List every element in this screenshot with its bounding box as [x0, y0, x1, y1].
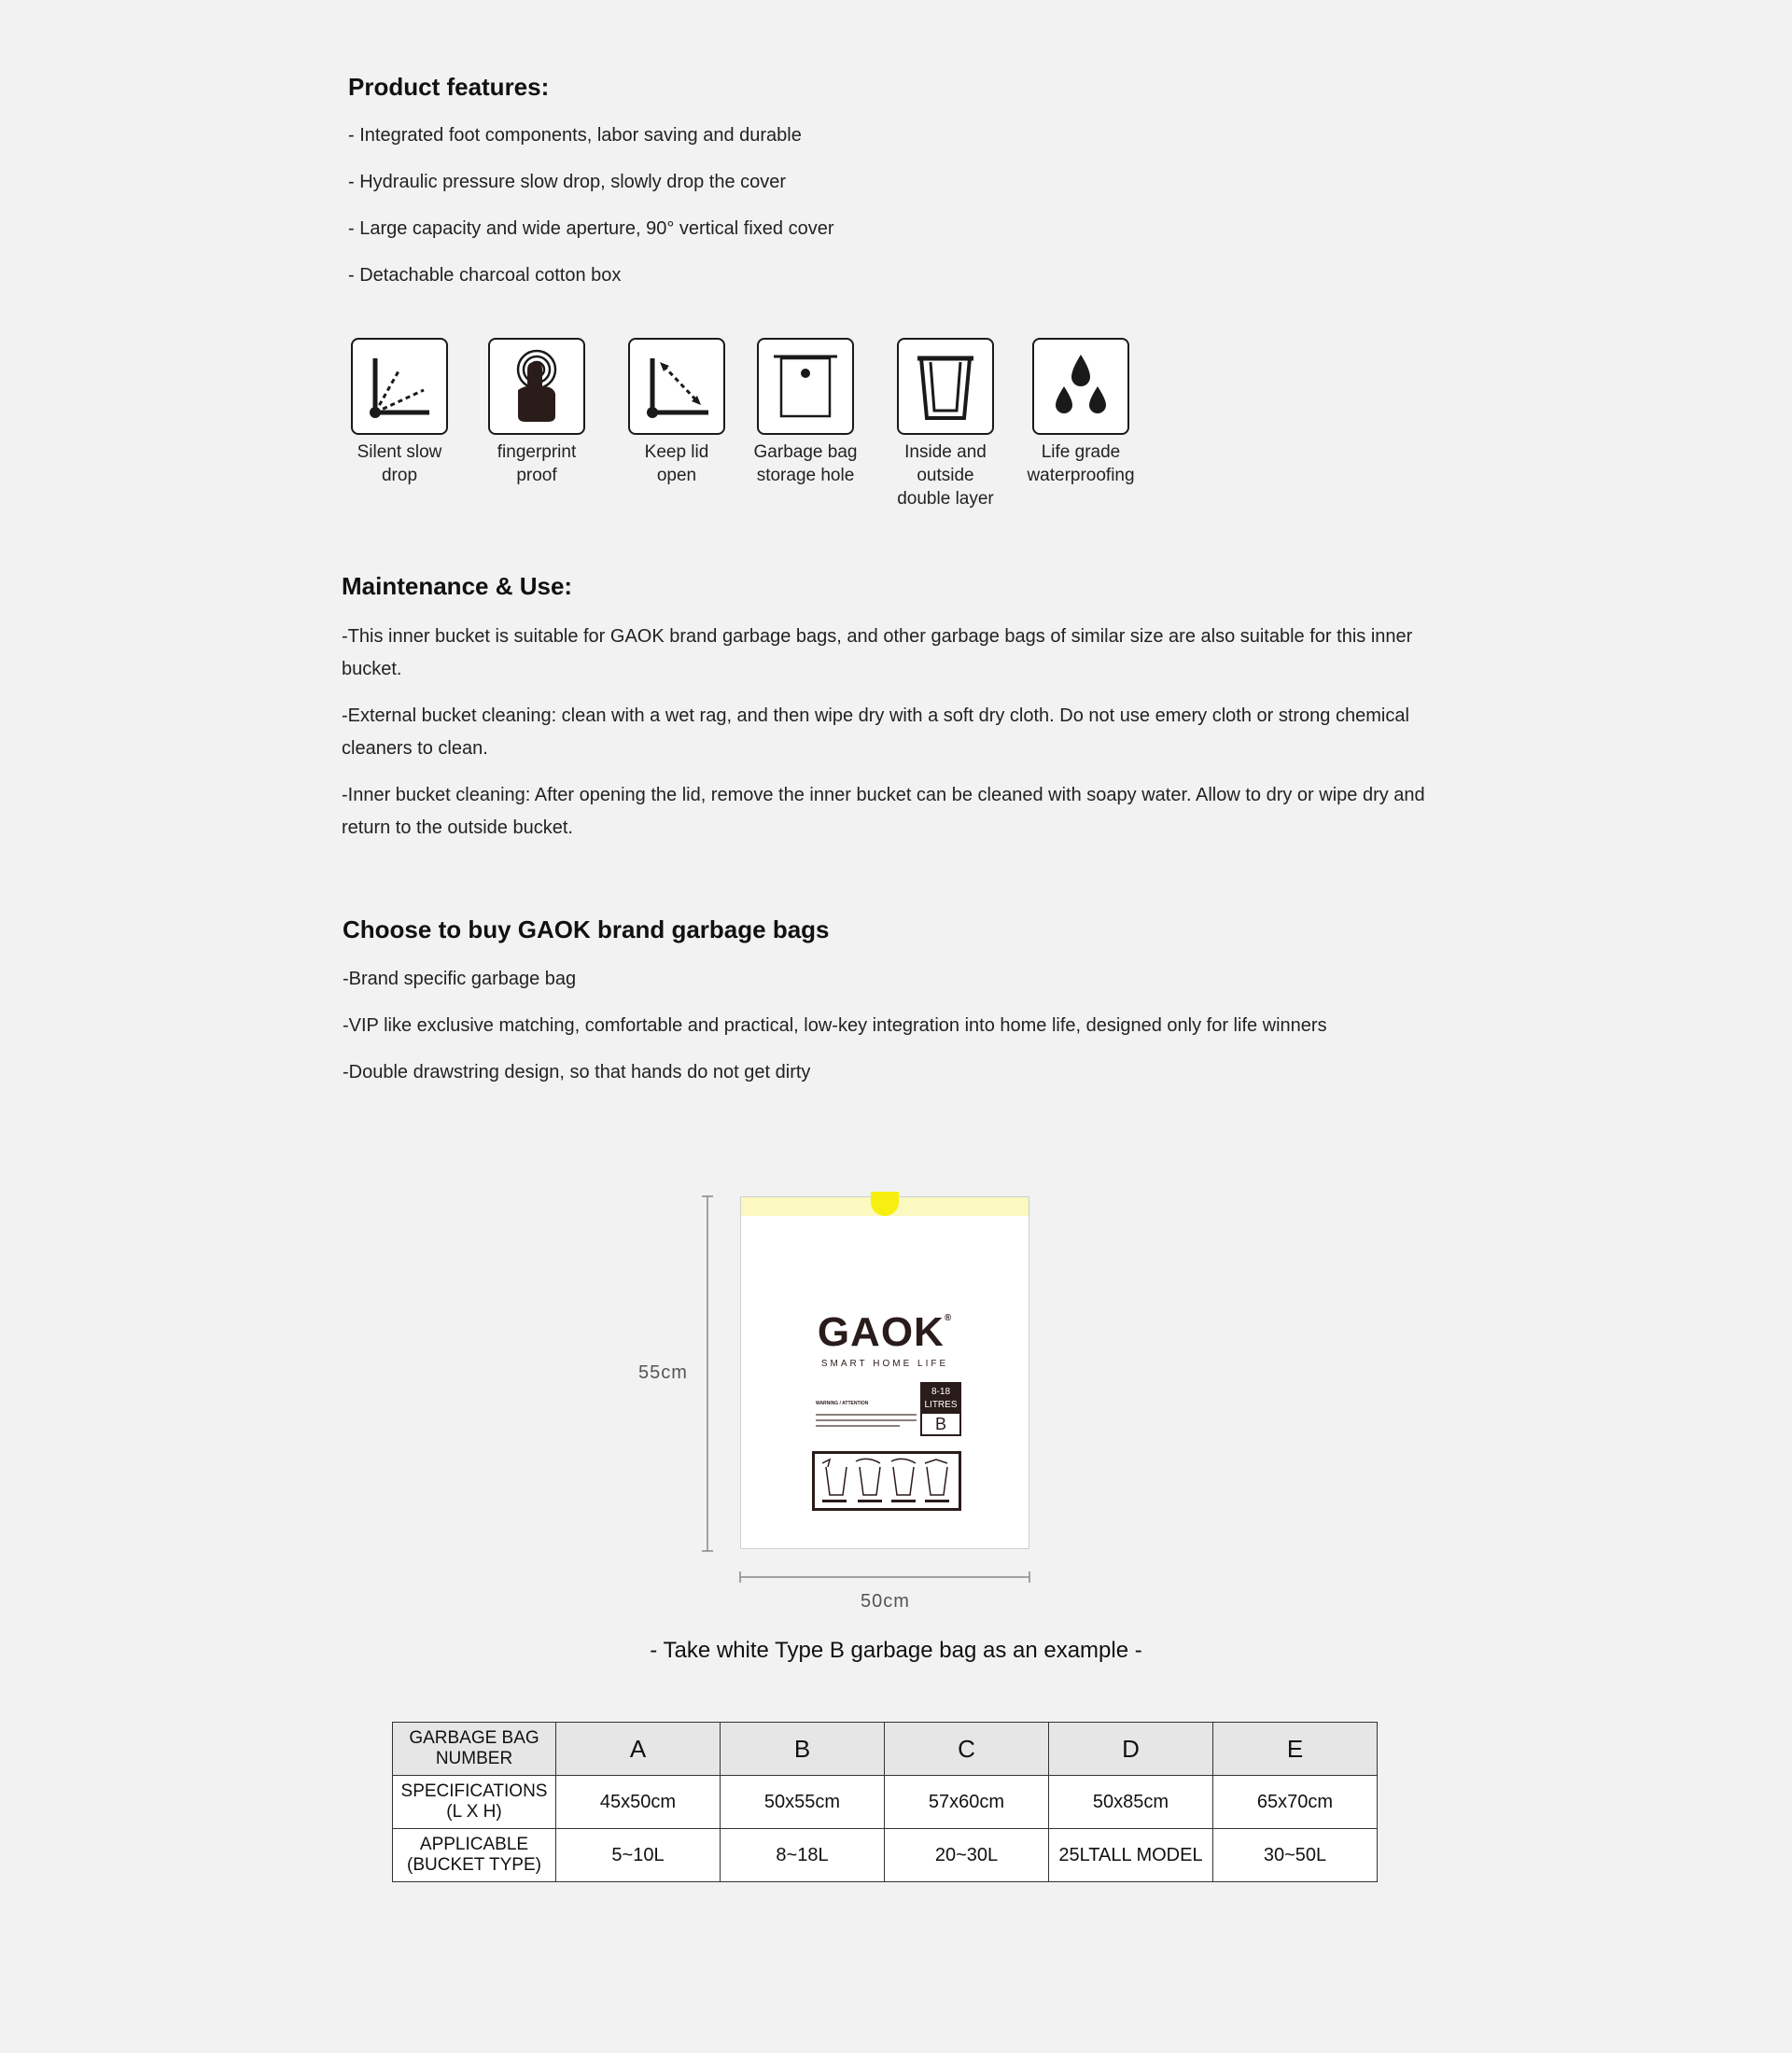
- feature-caption: open: [656, 466, 697, 485]
- double-layer-icon: [897, 338, 994, 435]
- spec-table: [392, 1722, 1378, 1882]
- row-header: GARBAGE BAG NUMBER: [393, 1723, 556, 1776]
- table-row: [393, 1723, 1378, 1776]
- width-dimension-line: [738, 1570, 1032, 1585]
- table-cell: 45x50cm: [556, 1776, 721, 1829]
- table-cell: 5~10L: [556, 1829, 721, 1882]
- feature-line: - Hydraulic pressure slow drop, slowly drop the cover: [348, 172, 787, 192]
- silent-slow-drop-icon: [351, 338, 448, 435]
- height-label: 55cm: [638, 1362, 688, 1383]
- table-cell: 30~50L: [1213, 1829, 1378, 1882]
- table-cell: 65x70cm: [1213, 1776, 1378, 1829]
- feature-caption: fingerprint: [497, 442, 577, 462]
- feature-silent-slow-drop: [329, 338, 469, 487]
- warning-line: [816, 1425, 900, 1427]
- warning-line: [816, 1419, 917, 1421]
- table-cell: 8~18L: [721, 1829, 885, 1882]
- maintenance-line: -This inner bucket is suitable for GAOK brand garbage bags, and other garbage bags of similar size are also suitable for this inner bucket.: [342, 626, 1413, 679]
- maintenance-title: Maintenance & Use:: [342, 572, 573, 600]
- warning-text: WARNING / ATTENTION: [816, 1401, 869, 1406]
- fingerprint-proof-icon: [488, 338, 585, 435]
- feature-caption: storage hole: [756, 466, 855, 485]
- table-cell: 25LTALL MODEL: [1049, 1829, 1213, 1882]
- table-row: [393, 1776, 1378, 1829]
- feature-line: - Large capacity and wide aperture, 90° vertical fixed cover: [348, 218, 834, 239]
- bags-line: -Brand specific garbage bag: [343, 969, 577, 989]
- table-cell: 50x55cm: [721, 1776, 885, 1829]
- maintenance-line: -Inner bucket cleaning: After opening the lid, remove the inner bucket can be cleaned with soapy water. Allow to dry or wipe dry and return to the outside bucket.: [342, 785, 1425, 838]
- feature-caption: drop: [381, 466, 418, 485]
- bags-line: -Double drawstring design, so that hands do not get dirty: [343, 1062, 811, 1082]
- waterproof-drops-icon: [1032, 338, 1129, 435]
- bags-title: Choose to buy GAOK brand garbage bags: [343, 915, 830, 943]
- table-row: [393, 1829, 1378, 1882]
- feature-keep-lid-open: [607, 338, 747, 487]
- garbage-bag-storage-hole-icon: [757, 338, 854, 435]
- litre-range: 8-18: [931, 1387, 950, 1397]
- feature-fingerprint-proof: [467, 338, 607, 487]
- feature-double-layer: [875, 338, 1015, 510]
- feature-caption: Garbage bag: [753, 442, 858, 462]
- column-header: A: [556, 1723, 721, 1776]
- usage-steps-panel: [812, 1451, 961, 1511]
- bags-line: -VIP like exclusive matching, comfortable and practical, low-key integration into home life, designed only for life winners: [343, 1015, 1327, 1036]
- feature-line: - Detachable charcoal cotton box: [348, 265, 622, 286]
- column-header: E: [1213, 1723, 1378, 1776]
- row-header: APPLICABLE (BUCKET TYPE): [393, 1829, 556, 1882]
- feature-caption: proof: [516, 466, 557, 485]
- feature-caption: Keep lid: [644, 442, 709, 462]
- bag-example-caption: - Take white Type B garbage bag as an example -: [650, 1638, 1142, 1663]
- registered-mark: ®: [944, 1313, 953, 1323]
- feature-caption: Silent slow: [357, 442, 442, 462]
- warning-line: [816, 1414, 917, 1416]
- feature-caption: double layer: [897, 489, 994, 509]
- column-header: D: [1049, 1723, 1213, 1776]
- width-label: 50cm: [861, 1591, 910, 1612]
- bag-type-letter: B: [934, 1415, 946, 1433]
- garbage-bag-image: [740, 1196, 1029, 1549]
- table-cell: 50x85cm: [1049, 1776, 1213, 1829]
- row-header: SPECIFICATIONS (L X H): [393, 1776, 556, 1829]
- features-title: Product features:: [348, 73, 550, 101]
- feature-waterproofing: [1011, 338, 1151, 487]
- table-cell: 57x60cm: [885, 1776, 1049, 1829]
- brand-tagline: SMART HOME LIFE: [820, 1359, 949, 1369]
- brand-logo: [741, 1309, 1029, 1356]
- table-cell: 20~30L: [885, 1829, 1049, 1882]
- column-header: B: [721, 1723, 885, 1776]
- brand-name: GAOK: [817, 1309, 945, 1355]
- column-header: C: [885, 1723, 1049, 1776]
- feature-caption: Life grade: [1041, 442, 1121, 462]
- feature-garbage-bag-storage-hole: [735, 338, 875, 487]
- height-dimension-line: [700, 1194, 719, 1554]
- feature-caption: waterproofing: [1027, 466, 1135, 485]
- maintenance-line: -External bucket cleaning: clean with a wet rag, and then wipe dry with a soft dry cloth. Do not use emery cloth or strong chemical cleaners to clean.: [342, 705, 1409, 759]
- litre-word: LITRES: [924, 1400, 958, 1410]
- keep-lid-open-icon: [628, 338, 725, 435]
- feature-caption: Inside and outside: [904, 442, 987, 485]
- feature-line: - Integrated foot components, labor saving and durable: [348, 125, 802, 146]
- litre-badge: [920, 1382, 961, 1436]
